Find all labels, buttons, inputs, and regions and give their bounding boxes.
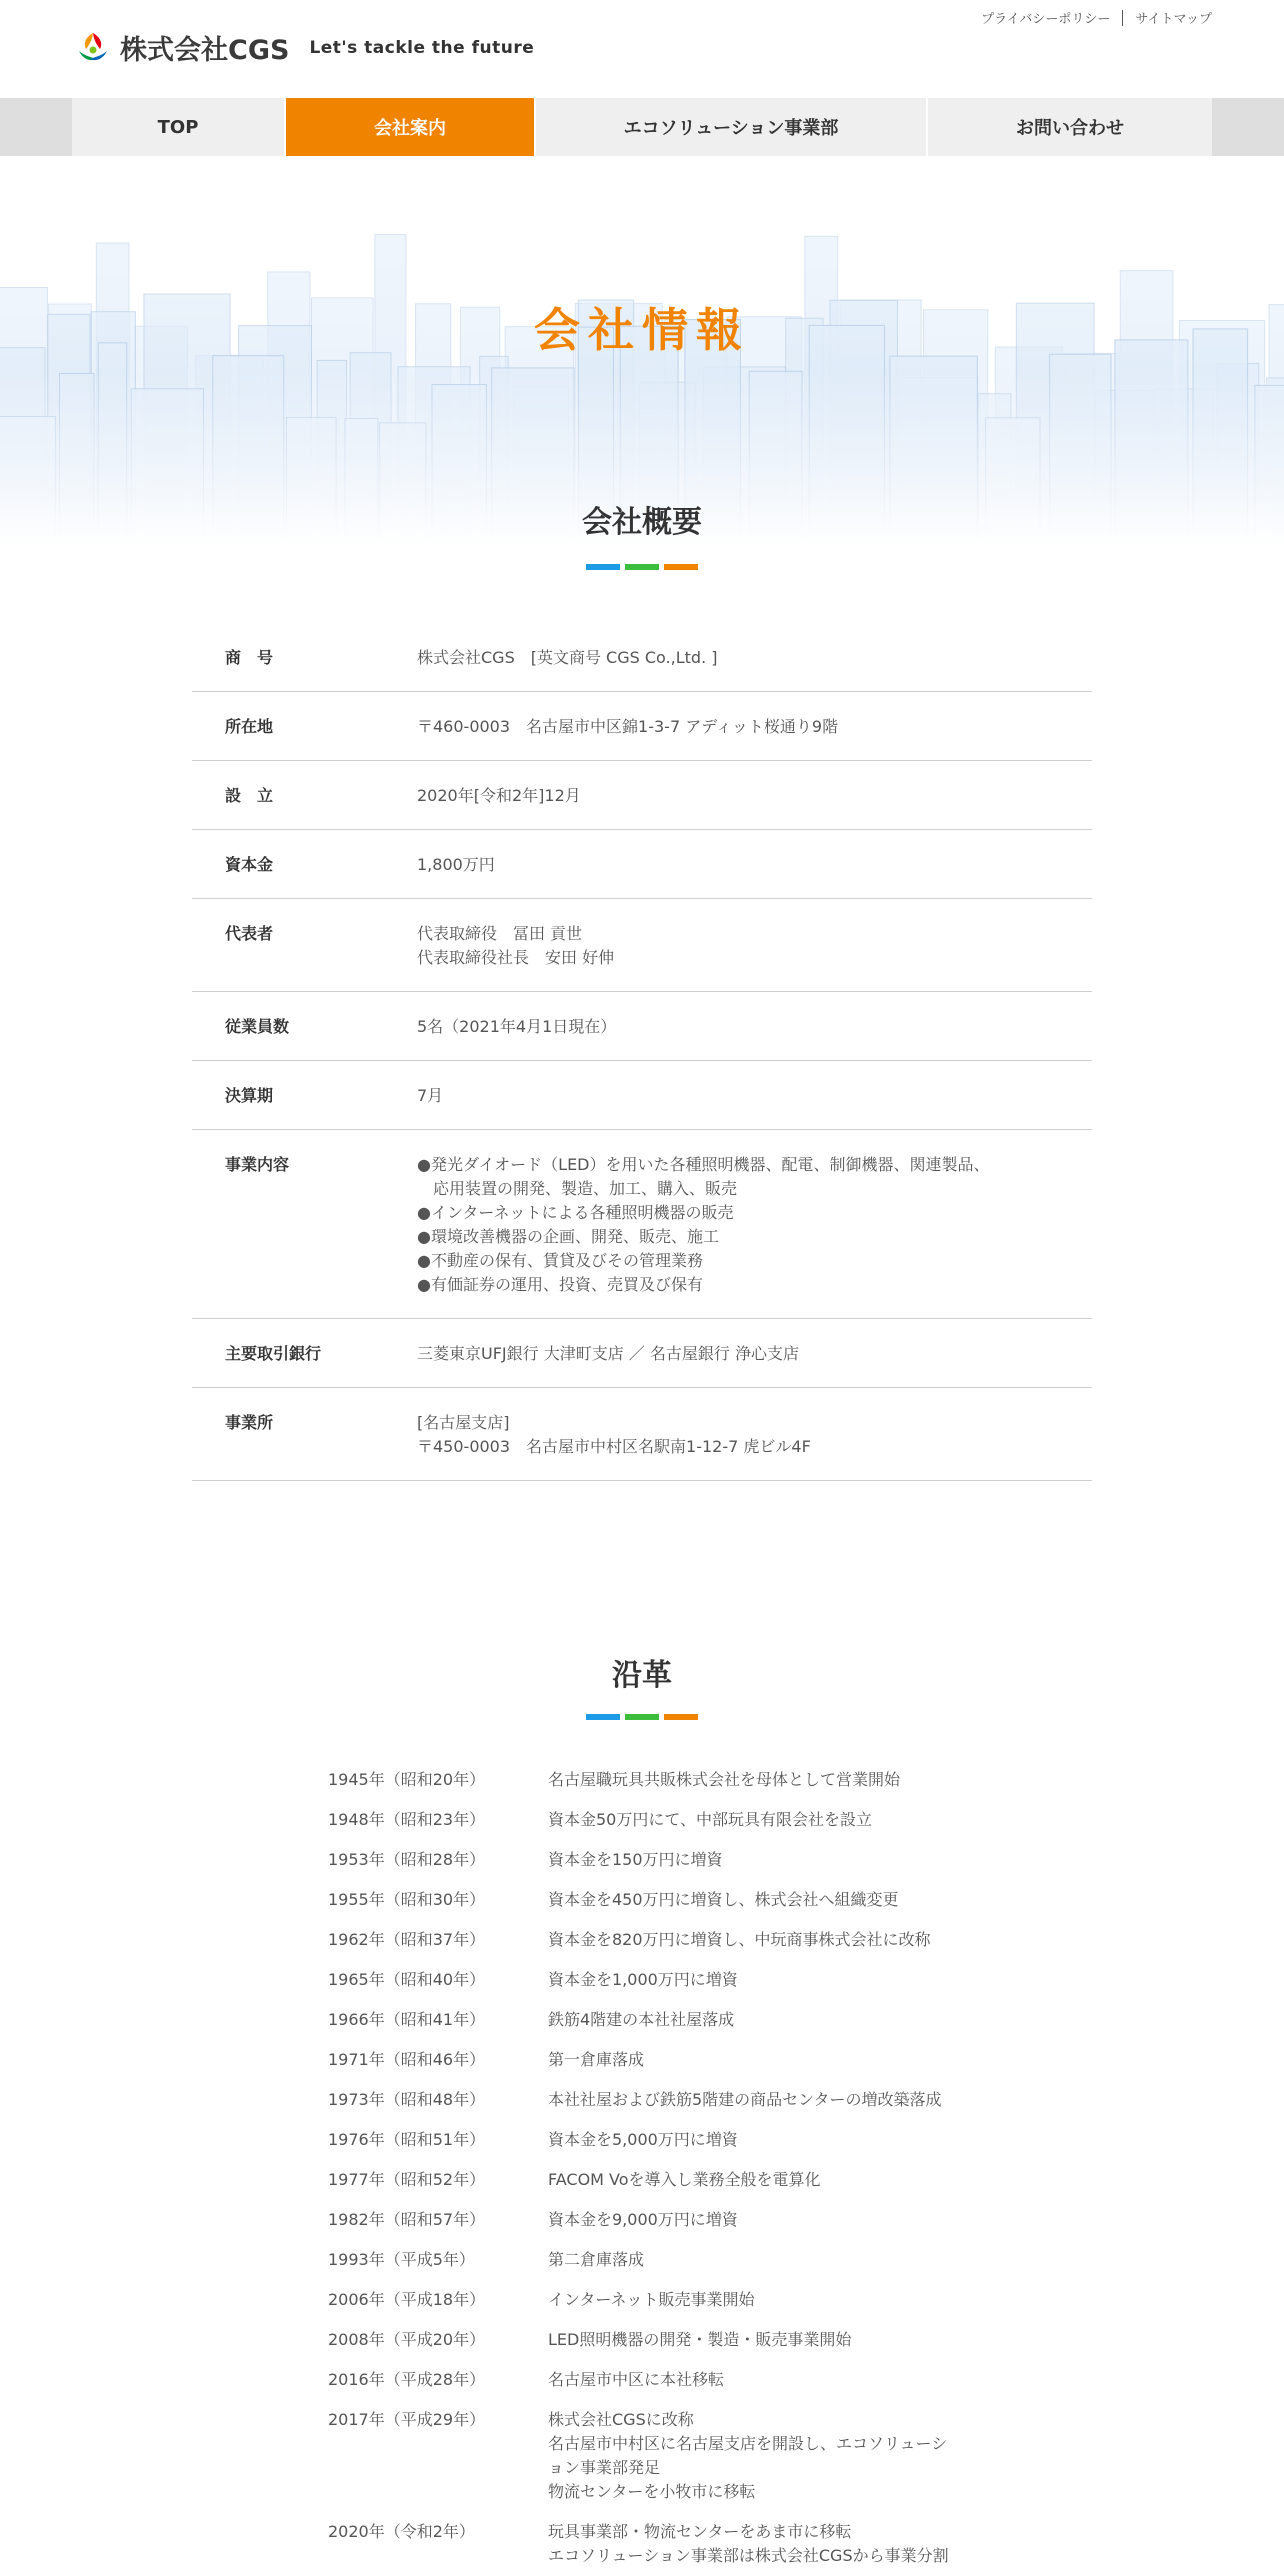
history-event-line: 名古屋市中村区に名古屋支店を開設し、エコソリューシ [548,2434,948,2453]
history-row [328,1808,968,1832]
history-event-line: 第二倉庫落成 [548,2250,645,2269]
overview-value-line: ●環境改善機器の企画、開発、販売、施工 [417,1227,719,1246]
history-event [548,2048,968,2072]
history-event [548,2520,968,2568]
history-event-line: 資本金を150万円に増資 [548,1850,723,1869]
history-event-line: LED照明機器の開発・製造・販売事業開始 [548,2330,852,2349]
overview-value [417,1015,1092,1039]
history-event [548,2008,968,2032]
page-title: 会社情報 [534,303,750,357]
history-event [548,2248,968,2272]
history-row [328,1928,968,1952]
history-event-line: インターネット販売事業開始 [548,2290,755,2309]
utility-divider [1122,10,1123,26]
overview-value [417,646,1092,670]
overview-label: 商 号 [225,648,274,667]
overview-row [192,1130,1092,1319]
history-row [328,1768,968,1792]
overview-value-line: 代表取締役社長 安田 好伸 [417,948,615,967]
history-event [548,2208,968,2232]
overview-value-line: 〒450-0003 名古屋市中村区名駅南1-12-7 虎ビル4F [417,1437,811,1456]
history-event-line: 物流センターを小牧市に移転 [548,2482,756,2501]
overview-row [192,899,1092,992]
history-row [328,2208,968,2232]
logo-emblem-icon [74,29,112,67]
history-year: 1948年（昭和23年） [328,1810,486,1829]
hero-banner [0,156,1284,546]
history-row [328,2328,968,2352]
overview-value-line: 1,800万円 [417,855,495,874]
history-event-line: 資本金50万円にて、中部玩具有限会社を設立 [548,1810,873,1829]
history-row [328,1888,968,1912]
history-event-line: 株式会社CGSに改称 [548,2410,694,2429]
history-row [328,1848,968,1872]
history-event [548,2328,968,2352]
history-row [328,1968,968,1992]
overview-row [192,830,1092,899]
site-header [0,0,1284,98]
privacy-policy-link[interactable]: プライバシーポリシー [981,12,1111,27]
overview-label: 事業所 [225,1413,274,1432]
history-event-line: 資本金を5,000万円に増資 [548,2130,738,2149]
overview-value-line: 2020年[令和2年]12月 [417,786,581,805]
history-event-line: 鉄筋4階建の本社社屋落成 [548,2010,735,2029]
history-event [548,1968,968,1992]
history-row [328,2368,968,2392]
overview-value [417,853,1092,877]
overview-label: 設 立 [225,786,274,805]
nav-item-eco-solution[interactable]: エコソリューション事業部 [536,98,928,156]
history-row [328,2520,968,2568]
history-year: 1966年（昭和41年） [328,2010,486,2029]
history-event [548,1888,968,1912]
utility-links [981,8,1212,27]
overview-value-line: 〒460-0003 名古屋市中区錦1-3-7 アディット桜通り9階 [417,717,839,736]
history-year: 1982年（昭和57年） [328,2210,486,2229]
overview-value-line: [名古屋支店] [417,1413,510,1432]
history-year: 1973年（昭和48年） [328,2090,486,2109]
overview-value-line: ●有価証券の運用、投資、売買及び保有 [417,1275,703,1294]
history-year: 2017年（平成29年） [328,2410,486,2429]
history-list [328,1768,968,2568]
history-row [328,2088,968,2112]
overview-heading: 会社概要 [582,505,702,540]
history-event-line: 資本金を820万円に増資し、中玩商事株式会社に改称 [548,1930,931,1949]
overview-value-line: ●インターネットによる各種照明機器の販売 [417,1203,734,1222]
history-year: 1976年（昭和51年） [328,2130,486,2149]
history-event [548,2288,968,2312]
site-logo[interactable] [74,28,534,67]
history-event-line: ョン事業部発足 [548,2458,661,2477]
history-heading: 沿革 [612,1658,672,1693]
overview-value [417,1153,1092,1297]
history-event [548,2088,968,2112]
overview-label: 主要取引銀行 [225,1344,322,1363]
heading-accent-bars [586,564,698,570]
history-event-line: 資本金を450万円に増資し、株式会社へ組織変更 [548,1890,899,1909]
history-year: 1965年（昭和40年） [328,1970,486,1989]
overview-row [192,1061,1092,1130]
overview-label: 従業員数 [225,1017,290,1036]
history-event [548,1848,968,1872]
overview-row [192,692,1092,761]
history-year: 2020年（令和2年） [328,2522,475,2541]
overview-value-line: 代表取締役 冨田 貢世 [417,924,583,943]
global-nav [0,98,1284,156]
history-event-line: 資本金を1,000万円に増資 [548,1970,738,1989]
history-event [548,2168,968,2192]
history-year: 1953年（昭和28年） [328,1850,486,1869]
history-event [548,2408,968,2504]
history-event [548,2368,968,2392]
logo-text: 株式会社CGS [120,35,290,66]
history-year: 2006年（平成18年） [328,2290,486,2309]
overview-label: 所在地 [225,717,274,736]
nav-item-company[interactable]: 会社案内 [286,98,536,156]
history-year: 1971年（昭和46年） [328,2050,486,2069]
history-row [328,2248,968,2272]
overview-value-line: 7月 [417,1086,444,1105]
overview-row [192,1319,1092,1388]
overview-value-line: 5名（2021年4月1日現在） [417,1017,617,1036]
history-event [548,1808,968,1832]
overview-row [192,1388,1092,1481]
history-year: 2016年（平成28年） [328,2370,486,2389]
history-year: 1945年（昭和20年） [328,1770,486,1789]
history-year: 1993年（平成5年） [328,2250,475,2269]
overview-label: 資本金 [225,855,274,874]
history-event-line: 第一倉庫落成 [548,2050,645,2069]
logo-tagline: Let's tackle the future [309,37,535,58]
overview-value [417,1342,1092,1366]
history-event-line: 資本金を9,000万円に増資 [548,2210,738,2229]
overview-value [417,1411,1092,1459]
overview-value-line: 三菱東京UFJ銀行 大津町支店 ／ 名古屋銀行 浄心支店 [417,1344,799,1363]
overview-value [417,922,1092,970]
history-event [548,2128,968,2152]
overview-value-line: 応用装置の開発、製造、加工、購入、販売 [417,1179,738,1198]
history-row [328,2408,968,2504]
history-row [328,2008,968,2032]
heading-accent-bars [586,1714,698,1720]
history-event-line: 本社社屋および鉄筋5階建の商品センターの増改築落成 [548,2090,942,2109]
overview-row [192,761,1092,830]
history-event-line: エコソリューション事業部は株式会社CGSから事業分割 [548,2546,949,2565]
history-row [328,2288,968,2312]
overview-row [192,623,1092,692]
history-year: 2008年（平成20年） [328,2330,486,2349]
overview-label: 決算期 [225,1086,274,1105]
history-event [548,1768,968,1792]
history-event [548,1928,968,1952]
history-year: 1955年（昭和30年） [328,1890,486,1909]
overview-value [417,1084,1092,1108]
overview-label: 事業内容 [225,1155,290,1174]
history-row [328,2048,968,2072]
history-event-line: FACOM Voを導入し業務全般を電算化 [548,2170,821,2189]
overview-row [192,992,1092,1061]
sitemap-link[interactable]: サイトマップ [1135,12,1212,27]
history-year: 1977年（昭和52年） [328,2170,486,2189]
history-row [328,2128,968,2152]
history-event-line: 名古屋市中区に本社移転 [548,2370,725,2389]
history-row [328,2168,968,2192]
nav-item-contact[interactable]: お問い合わせ [928,98,1212,156]
overview-value [417,784,1092,808]
history-year: 1962年（昭和37年） [328,1930,486,1949]
history-event-line: 玩具事業部・物流センターをあま市に移転 [548,2522,852,2541]
overview-value-line: ●発光ダイオード（LED）を用いた各種照明機器、配電、制御機器、関連製品、 [417,1155,990,1174]
overview-value-line: ●不動産の保有、賃貸及びその管理業務 [417,1251,703,1270]
history-event-line: 名古屋職玩具共販株式会社を母体として営業開始 [548,1770,901,1789]
nav-item-top[interactable]: TOP [72,98,286,156]
overview-label: 代表者 [225,924,274,943]
overview-value-line: 株式会社CGS [英文商号 CGS Co.,Ltd. ] [417,648,718,667]
overview-value [417,715,1092,739]
company-overview-table [192,623,1092,1481]
